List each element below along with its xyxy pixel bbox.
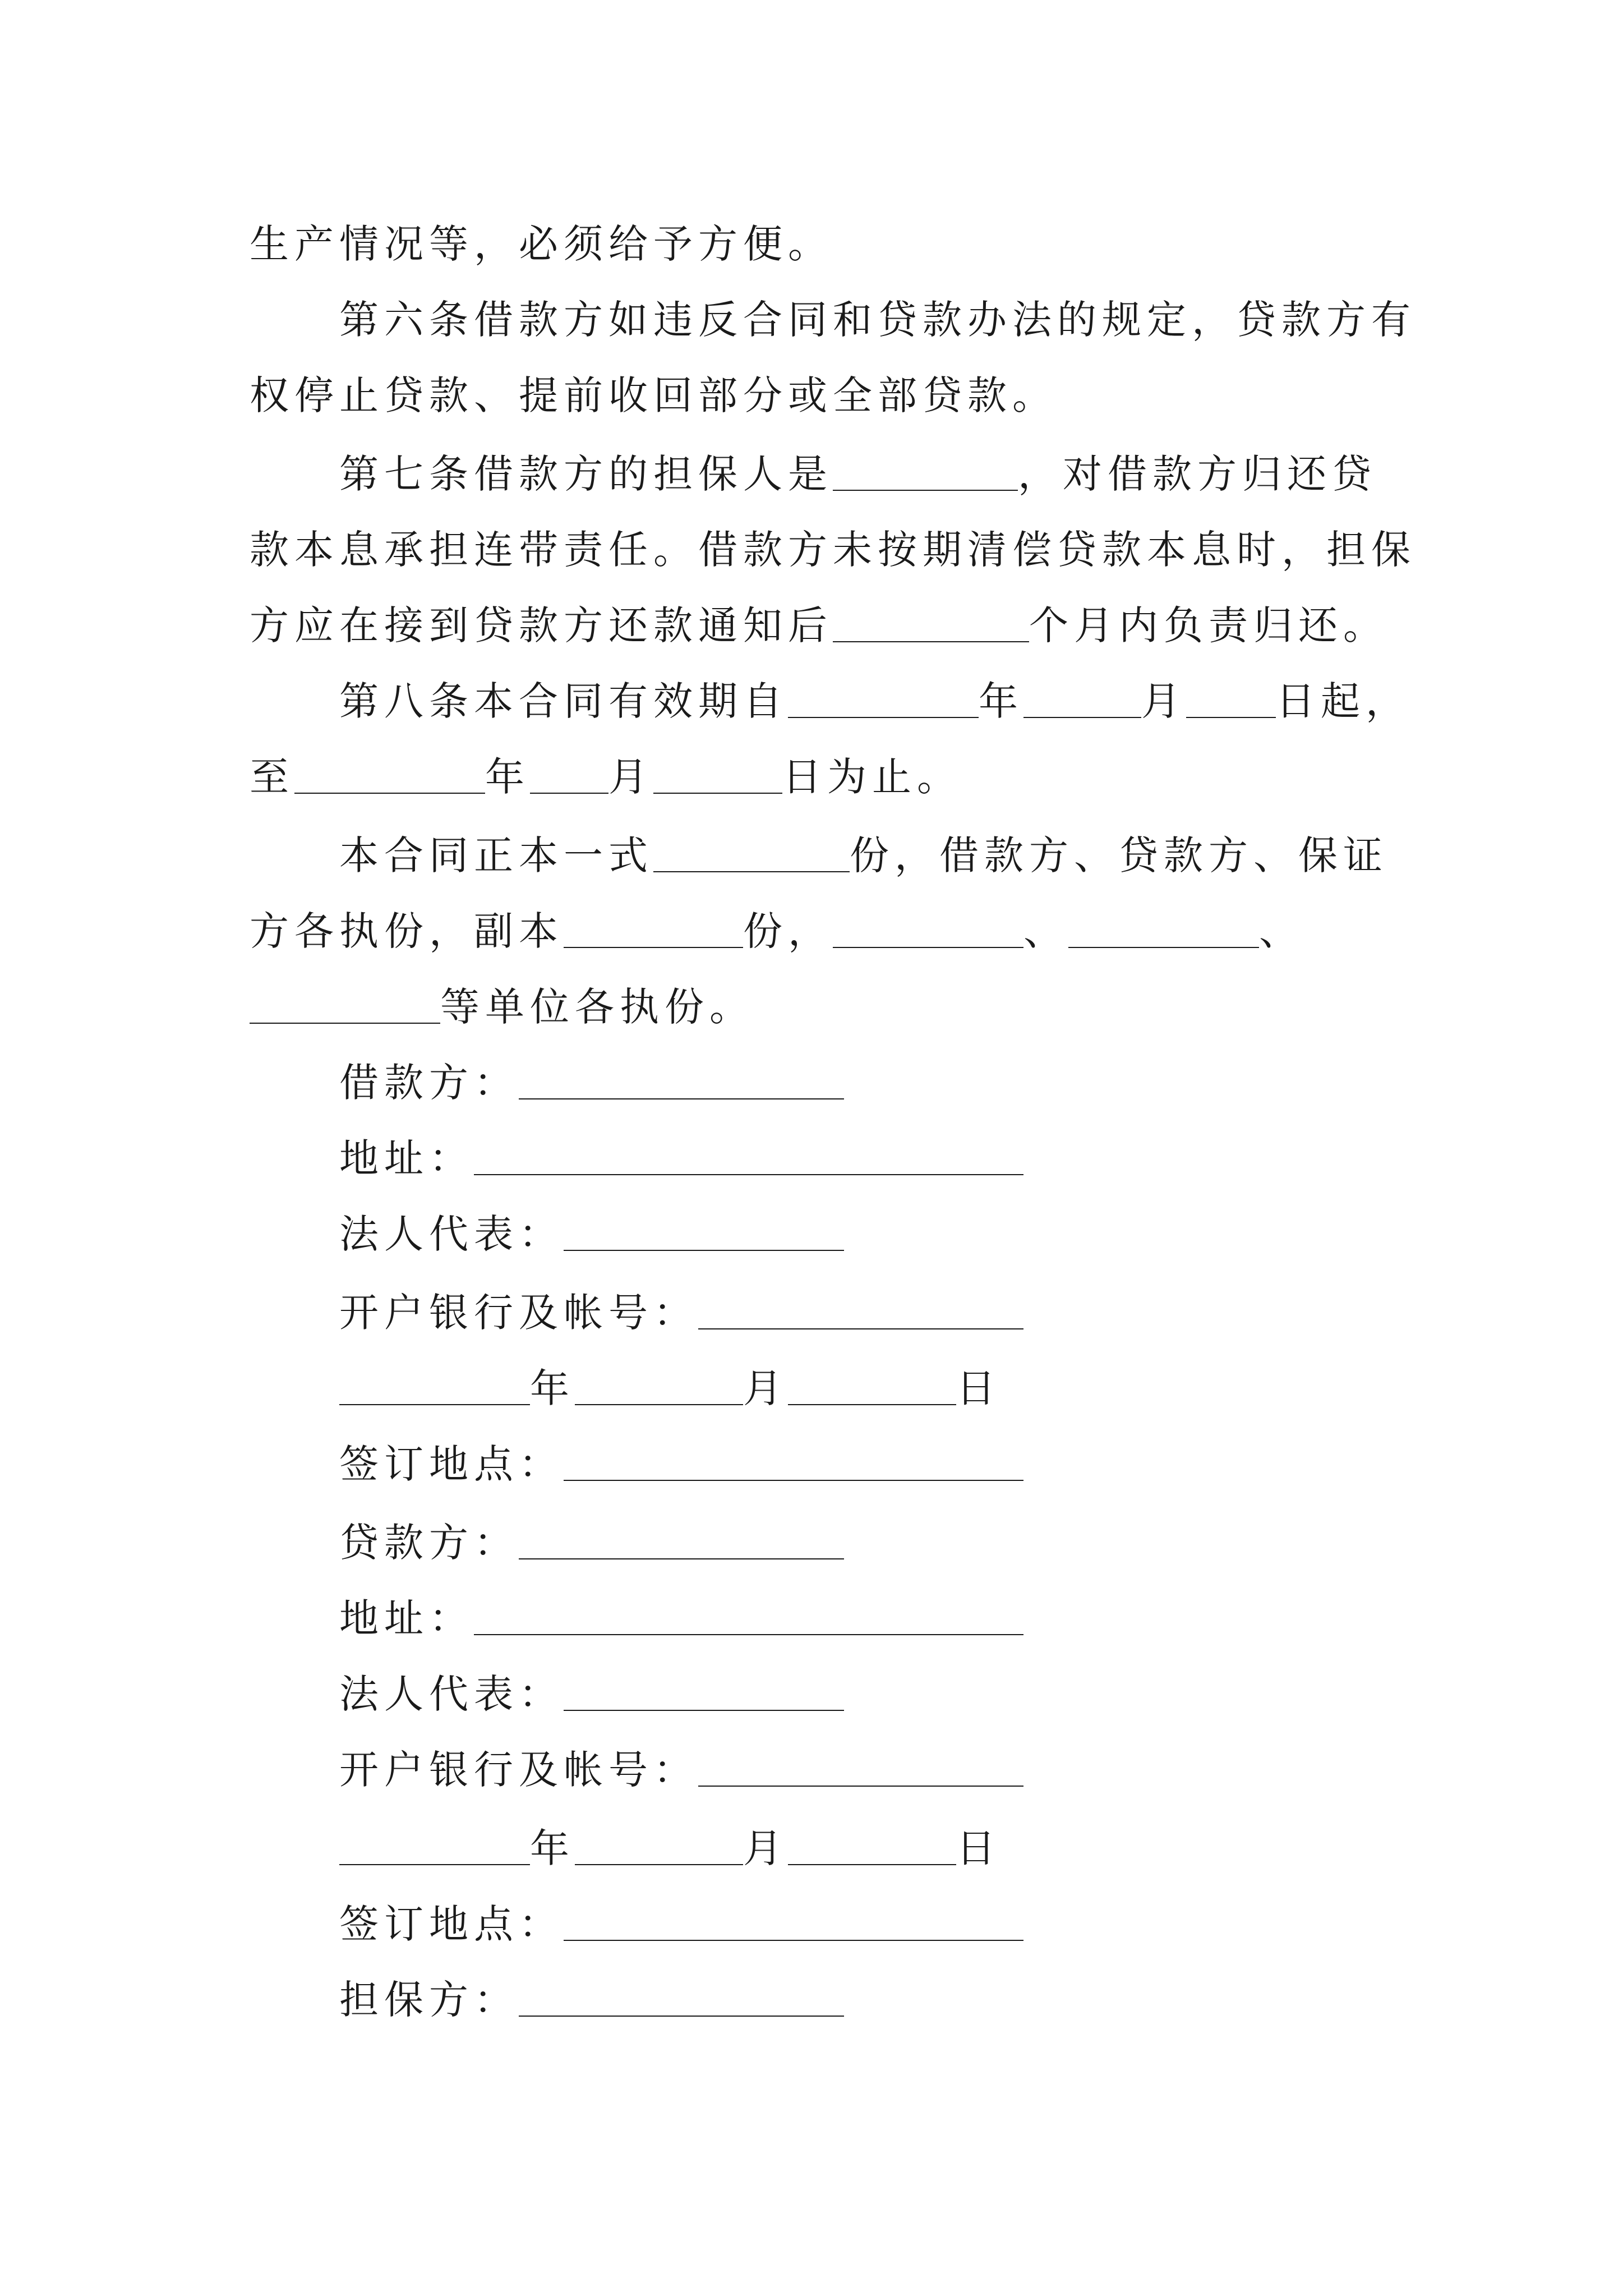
clause-7-line-3	[250, 597, 1388, 654]
borrower-bank-line	[339, 1285, 1023, 1341]
borrower-legal-rep-blank[interactable]	[564, 1216, 844, 1251]
line-text: 日为止。	[782, 754, 962, 800]
line-text: 地址：	[339, 1595, 474, 1641]
line-text: 签订地点：	[339, 1901, 564, 1947]
lender-year-blank[interactable]	[339, 1830, 530, 1865]
clause-7-line-2	[250, 522, 1416, 578]
borrower-place-blank[interactable]	[564, 1446, 1023, 1481]
unit-blank-2[interactable]	[1068, 913, 1259, 948]
lender-date-line	[339, 1820, 1001, 1876]
line-text: 、	[1023, 908, 1068, 954]
line-text: 年	[530, 1825, 575, 1871]
line-text: 生产情况等，必须给予方便。	[250, 221, 833, 267]
line-text: 本合同正本一式	[339, 832, 653, 878]
start-year-blank[interactable]	[788, 683, 979, 718]
lender-bank-line	[339, 1742, 1023, 1798]
clause-7-line-1	[339, 446, 1377, 502]
clause-8-line-1	[339, 673, 1410, 729]
duplicate-copies-blank[interactable]	[564, 913, 743, 948]
line-text: 年	[530, 1365, 575, 1411]
line-text: 日起，	[1276, 678, 1410, 724]
line-text: 至	[250, 754, 294, 800]
borrower-bank-blank[interactable]	[698, 1295, 1023, 1329]
guarantor-line	[339, 1972, 844, 2028]
borrower-address-blank[interactable]	[474, 1140, 1023, 1175]
lender-place-line	[339, 1896, 1023, 1952]
start-month-blank[interactable]	[1023, 683, 1141, 718]
text-line	[250, 216, 833, 272]
lender-legal-rep-blank[interactable]	[564, 1676, 844, 1711]
lender-bank-blank[interactable]	[698, 1752, 1023, 1787]
borrower-address-line	[339, 1130, 1023, 1186]
lender-blank[interactable]	[519, 1525, 844, 1559]
unit-blank-1[interactable]	[833, 913, 1023, 948]
line-text: 借款方：	[339, 1060, 519, 1106]
borrower-blank[interactable]	[519, 1065, 844, 1099]
line-text: 款本息承担连带责任。借款方未按期清偿贷款本息时，担保	[250, 527, 1416, 573]
copies-line-2	[250, 903, 1304, 959]
line-text: 年	[485, 754, 530, 800]
line-text: 开户银行及帐号：	[339, 1290, 698, 1336]
borrower-line	[339, 1055, 844, 1111]
borrower-legal-rep-line	[339, 1206, 844, 1262]
clause-6-line-1	[339, 292, 1416, 348]
line-text: 法人代表：	[339, 1671, 564, 1717]
line-text: 份，	[743, 908, 833, 954]
lender-legal-rep-line	[339, 1666, 844, 1722]
start-day-blank[interactable]	[1186, 683, 1276, 718]
borrower-year-blank[interactable]	[339, 1370, 530, 1405]
line-text: 年	[979, 678, 1023, 724]
copies-line-1	[339, 827, 1388, 884]
clause-6-line-2	[250, 367, 1057, 424]
line-text: 日	[956, 1365, 1001, 1411]
clause-8-line-2	[250, 749, 962, 805]
line-text: 贷款方：	[339, 1520, 519, 1566]
unit-blank-3[interactable]	[250, 989, 440, 1024]
line-text: ，对借款方归还贷	[1018, 451, 1377, 497]
lender-day-blank[interactable]	[788, 1830, 956, 1865]
lender-address-line	[339, 1590, 1023, 1646]
borrower-day-blank[interactable]	[788, 1370, 956, 1405]
line-text: 月	[743, 1365, 788, 1411]
copies-line-3	[250, 979, 754, 1035]
line-text: 个月内负责归还。	[1029, 602, 1388, 648]
lender-month-blank[interactable]	[575, 1830, 743, 1865]
line-text: 地址：	[339, 1135, 474, 1181]
lender-place-blank[interactable]	[564, 1906, 1023, 1941]
end-month-blank[interactable]	[530, 759, 608, 794]
borrower-place-line	[339, 1436, 1023, 1492]
line-text: 开户银行及帐号：	[339, 1747, 698, 1793]
guarantor-blank[interactable]	[833, 456, 1018, 491]
end-day-blank[interactable]	[653, 759, 782, 794]
line-text: 份，借款方、贷款方、保证	[850, 832, 1388, 878]
line-text: 担保方：	[339, 1977, 519, 2023]
line-text: 月	[743, 1825, 788, 1871]
line-text: 第七条借款方的担保人是	[339, 451, 833, 497]
line-text: 第六条借款方如违反合同和贷款办法的规定，贷款方有	[339, 297, 1416, 343]
lender-line	[339, 1515, 844, 1571]
line-text: 方应在接到贷款方还款通知后	[250, 602, 833, 648]
line-text: 方各执份，副本	[250, 908, 564, 954]
original-copies-blank[interactable]	[653, 838, 850, 872]
line-text: 日	[956, 1825, 1001, 1871]
lender-address-blank[interactable]	[474, 1600, 1023, 1635]
line-text: 、	[1259, 908, 1304, 954]
line-text: 签订地点：	[339, 1441, 564, 1487]
months-blank[interactable]	[833, 608, 1029, 642]
line-text: 等单位各执份。	[440, 984, 754, 1030]
line-text: 第八条本合同有效期自	[339, 678, 788, 724]
line-text: 权停止贷款、提前收回部分或全部贷款。	[250, 372, 1057, 418]
borrower-month-blank[interactable]	[575, 1370, 743, 1405]
line-text: 法人代表：	[339, 1211, 564, 1257]
line-text: 月	[1141, 678, 1186, 724]
borrower-date-line	[339, 1360, 1001, 1416]
line-text: 月	[608, 754, 653, 800]
guarantor-signature-blank[interactable]	[519, 1982, 844, 2017]
end-year-blank[interactable]	[294, 759, 485, 794]
